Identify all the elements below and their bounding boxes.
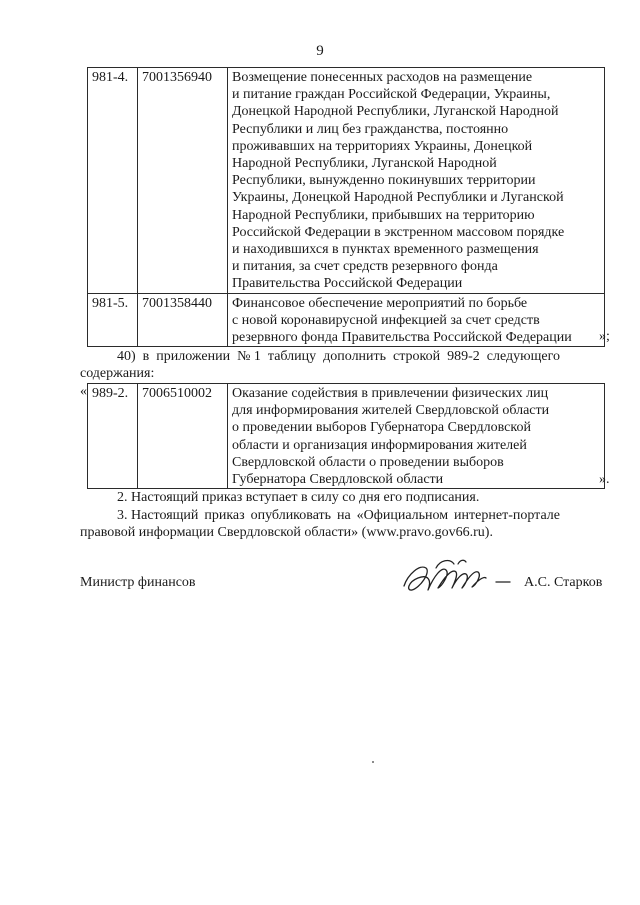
description-line: о проведении выборов Губернатора Свердловской (232, 420, 531, 436)
description-line: Республики и лиц без гражданства, постоянно (232, 121, 509, 137)
item-40-line2: содержания: (80, 366, 155, 381)
signatory-name: А.С. Старков (524, 575, 603, 590)
row-description (228, 68, 605, 294)
description-line: с новой коронавирусной инфекцией за счет средств (232, 312, 540, 328)
appendix-table-2 (87, 383, 605, 489)
description-line: и питание граждан Российской Федерации, Украины, (232, 87, 551, 103)
description-line: резервного фонда Правительства Российской Федерации (232, 330, 572, 346)
handwritten-signature (398, 556, 516, 600)
paragraph-2: 2. Настоящий приказ вступает в силу со дня его подписания. (117, 490, 480, 505)
description-line: Республики, вынужденно покинувших территории (232, 173, 536, 189)
item-word: в (142, 349, 150, 364)
row-description (228, 293, 605, 347)
paragraph-word: приказ (204, 508, 245, 523)
item-word: № 1 (237, 349, 261, 364)
expense-code: 7001358440 (138, 293, 228, 347)
page-number: 9 (316, 43, 324, 59)
description-line: Российской Федерации в экстренном массовом порядке (232, 224, 565, 240)
scan-speck (372, 761, 374, 763)
item-number: 40) (117, 349, 136, 364)
paragraph-3-line1 (117, 507, 560, 525)
paragraph-3-line2: правовой информации Свердловской области» (www.pravo.gov66.ru). (80, 525, 493, 540)
paragraph-word: «Официальном (356, 508, 449, 523)
description-line: Народной Республики, Луганской Народной (232, 156, 497, 172)
table-row (88, 384, 605, 489)
description-line: Правительства Российской Федерации (232, 276, 463, 292)
item-word: дополнить (323, 349, 387, 364)
description-line: Губернатора Свердловской области (232, 472, 444, 488)
row-description (228, 384, 605, 489)
paragraph-word: 3. Настоящий (117, 508, 199, 523)
description-line: Оказание содействия в привлечении физических лиц (232, 386, 549, 401)
row-number: 981-5. (88, 293, 138, 347)
description-line: Возмещение понесенных расходов на размещение (232, 70, 533, 85)
paragraph-word: на (337, 508, 351, 523)
expense-code: 7006510002 (138, 384, 228, 489)
paragraph-word: опубликовать (250, 508, 332, 523)
item-word: 989-2 (447, 349, 480, 364)
description-line: Финансовое обеспечение мероприятий по борьбе (232, 295, 528, 311)
table-row (88, 68, 605, 294)
description-line: области и организация информирования жителей (232, 437, 527, 453)
expense-code: 7001356940 (138, 68, 228, 294)
description-line: Народной Республики, прибывших на территорию (232, 207, 535, 223)
description-line: Свердловской области о проведении выборов (232, 454, 504, 470)
item-40-line1 (117, 348, 560, 366)
paragraph-word: интернет-портале (454, 508, 560, 523)
description-line: Украины, Донецкой Народной Республики и Луганской (232, 190, 564, 206)
description-line: Донецкой Народной Республики, Луганской Народной (232, 104, 559, 120)
row-number: 981-4. (88, 68, 138, 294)
item-word: следующего (486, 349, 560, 364)
item-word: строкой (393, 349, 441, 364)
item-word: таблицу (267, 349, 317, 364)
closing-quote: ». (599, 472, 610, 487)
appendix-table-1 (87, 67, 605, 347)
description-line: для информирования жителей Свердловской области (232, 403, 550, 419)
closing-quote: »; (599, 329, 610, 344)
row-number: 989-2. (88, 384, 138, 489)
description-line: и питания, за счет средств резервного фонда (232, 259, 498, 275)
description-line: и находившихся в пунктах временного размещения (232, 242, 539, 258)
signatory-title: Министр финансов (80, 575, 196, 590)
opening-quote: « (80, 384, 87, 399)
table-row (88, 293, 605, 347)
description-line: проживавших на территориях Украины, Донецкой (232, 138, 533, 154)
item-word: приложении (156, 349, 231, 364)
